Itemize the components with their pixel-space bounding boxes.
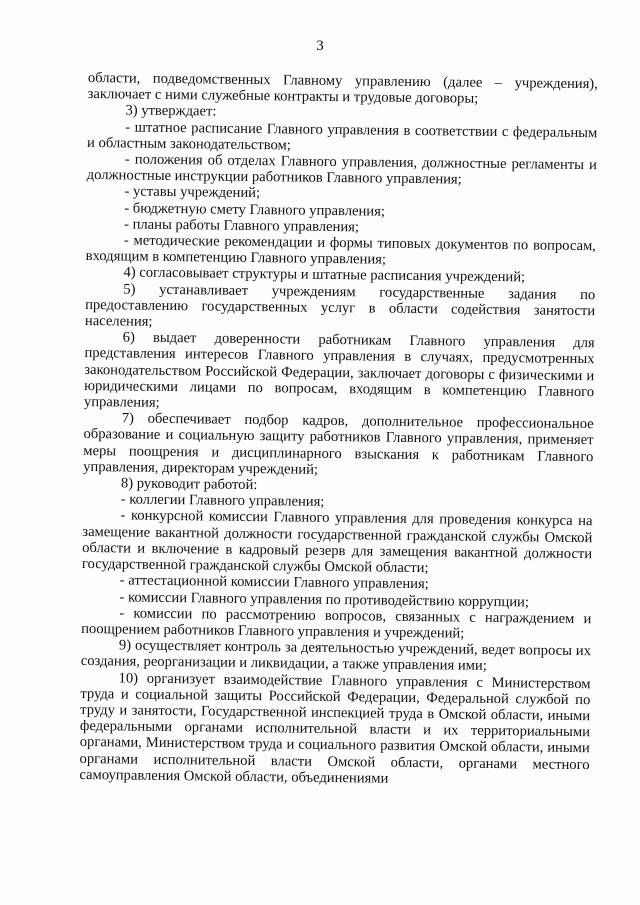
paragraph: 10) организует взаимодействие Главного управления с Министерством труда и социальной защиты Российской Федерации, Федеральной службой по труду и занятости, Государственной инспекцией труда в Омской области, иными федеральными органами исполнительной власти и их территориальными органами, Министерством труда и социального развития Омской области, иными органами исполнительной власти Омской области, органами местного самоуправления Омской области, объединениями	[79, 669, 591, 787]
paragraph: области, подведомственных Главному управлению (далее – учреждения), заключает с ними служебные контракты и трудовые договоры;	[87, 70, 598, 107]
paragraph: - коллегии Главного управления;	[120, 491, 325, 511]
paragraph: - комиссии Главного управления по противодействию коррупции;	[119, 588, 530, 610]
paragraph: - комиссии по рассмотрению вопросов, связанных с награждением и поощрением работников Главного управления и учреждений;	[81, 605, 592, 642]
paragraph: 9) осуществляет контроль за деятельностью учреждений, ведет вопросы их создания, реорганизации и ликвидации, а также управления ими;	[80, 637, 592, 675]
paragraph: - положения об отделах Главного управления, должностные регламенты и должностные инструкции работников Главного управления;	[86, 151, 597, 188]
paragraph: 6) выдает доверенности работникам Главного управления для представления интересов Главного управления в случаях, предусмотренных законодательством Российской Федерации, заключает договоры с физическими и юридическими лицами по вопросам, входящим в компетенцию Главного управления;	[83, 329, 595, 411]
paragraph: 5) устанавливает учреждениям государственные задания по предоставлению государственных услуг в области содействия занятости населения;	[84, 281, 596, 330]
paragraph: 8) руководит работой:	[120, 475, 258, 494]
page-number: 3	[316, 38, 324, 54]
paragraph: - уставы учреждений;	[124, 183, 261, 202]
paragraph: - конкурсной комиссии Главного управления для проведения конкурса на замещение вакантной должности государственной гражданской службы Омской области и включение в кадровый резерв для замещения вакантной должности государственной гражданской службы Омской области;	[81, 507, 593, 577]
paragraph: - аттестационной комиссии Главного управления;	[119, 572, 429, 593]
paragraph: - планы работы Главного управления;	[124, 216, 360, 236]
document-body	[79, 70, 598, 789]
paragraph: - бюджетную смету Главного управления;	[124, 200, 386, 220]
paragraph: 7) обеспечивает подбор кадров, дополнительное профессиональное образование и социальную защиту работников Главного управления, применяет меры поощрения и дисциплинарного взыскания к работникам Главного управления, директорам учреждений;	[83, 410, 594, 478]
paragraph: - штатное расписание Главного управления в соответствии с федеральным и областным законодательством;	[87, 119, 598, 154]
paragraph: - методические рекомендации и формы типовых документов по вопросам, входящим в компетенцию Главного управления;	[85, 232, 596, 268]
paragraph: 4) согласовывает структуры и штатные расписания учреждений;	[123, 264, 526, 286]
paragraph: 3) утверждает:	[125, 102, 217, 120]
